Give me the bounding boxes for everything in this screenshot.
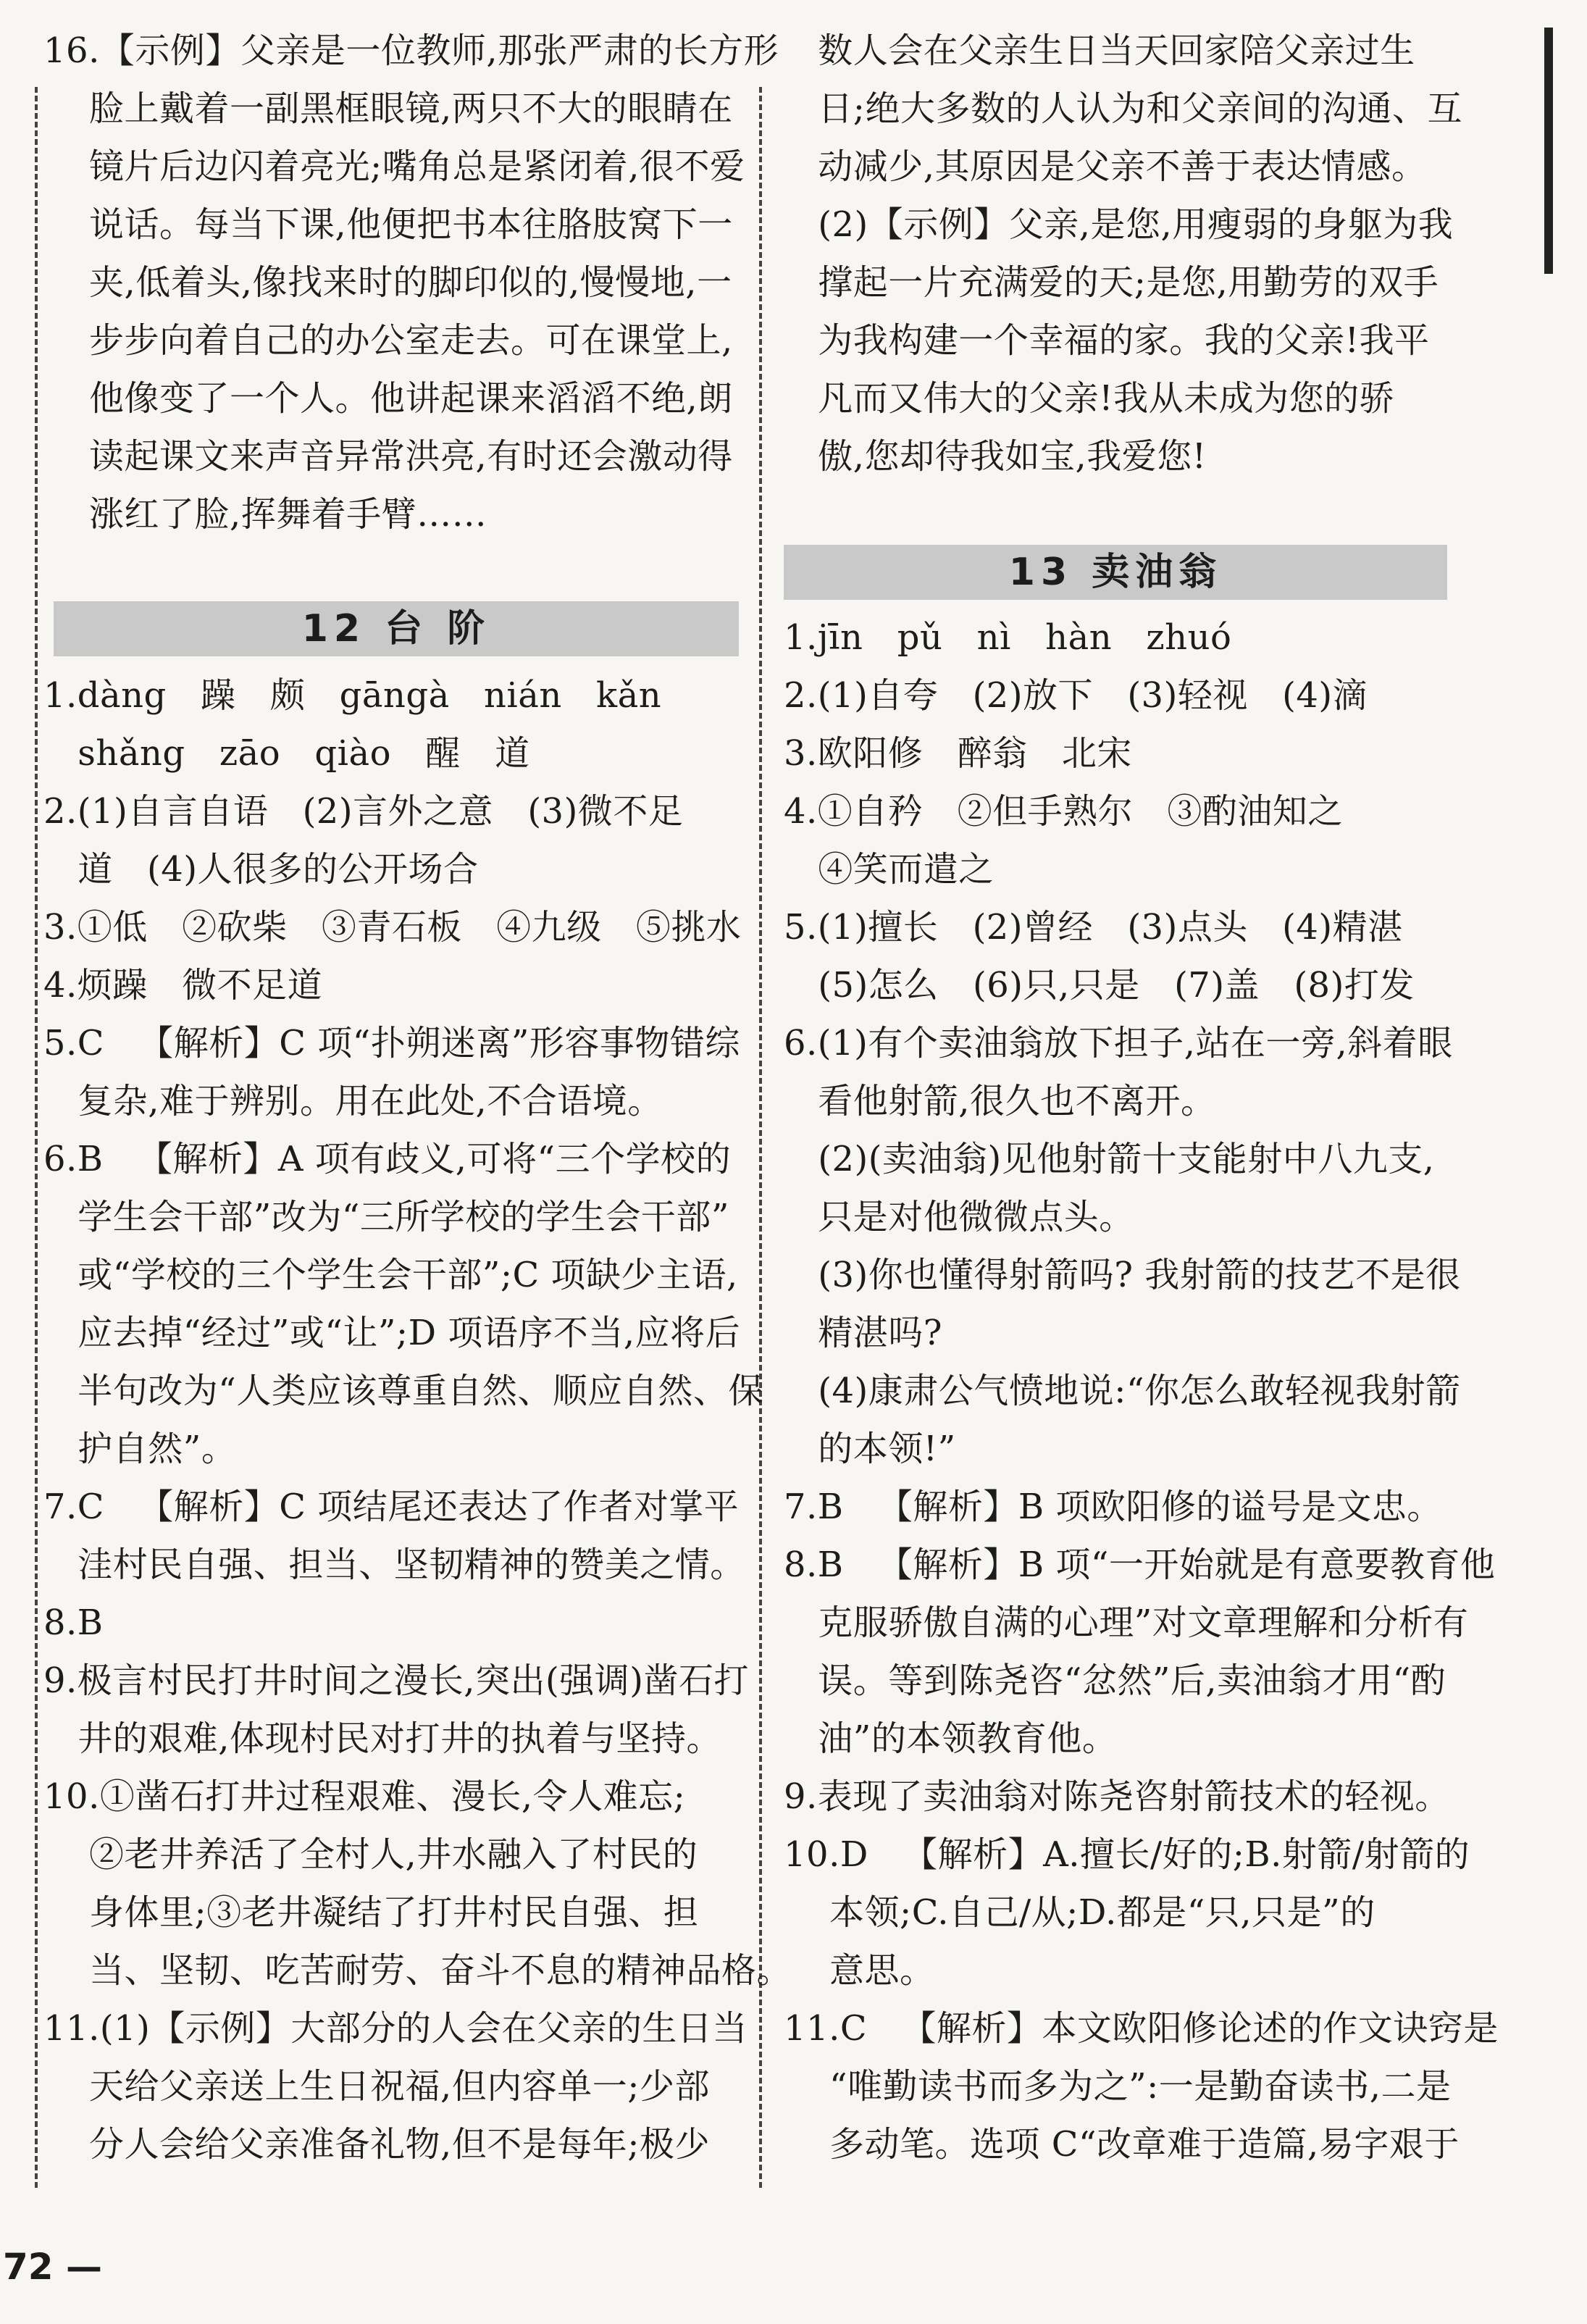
text-line: 11.(1)【示例】大部分的人会在父亲的生日当 <box>43 2008 748 2049</box>
text-line: 1.jīn pǔ nì hàn zhuó <box>784 617 1232 658</box>
text-line: 洼村民自强、担当、坚韧精神的赞美之情。 <box>43 1545 745 1585</box>
text-line: 油”的本领教育他。 <box>784 1718 1118 1759</box>
text-line: 9.表现了卖油翁对陈尧咨射箭技术的轻视。 <box>784 1776 1450 1817</box>
text-line: 读起课文来声音异常洪亮,有时还会激动得 <box>43 436 733 477</box>
section-title-13: 13 卖油翁 <box>784 545 1447 600</box>
text-line: 2.(1)自夸 (2)放下 (3)轻视 (4)滴 <box>784 675 1368 716</box>
text-line: 身体里;③老井凝结了打井村民自强、担 <box>43 1892 699 1933</box>
text-line: 6.(1)有个卖油翁放下担子,站在一旁,斜着眼 <box>784 1023 1453 1063</box>
text-line: 撑起一片充满爱的天;是您,用勤劳的双手 <box>784 262 1439 303</box>
left-margin-divider <box>35 87 38 2188</box>
text-line: 傲,您却待我如宝,我爱您! <box>784 436 1207 477</box>
text-line: 5.C 【解析】C 项“扑朔迷离”形容事物错综 <box>43 1023 740 1063</box>
text-line: 7.B 【解析】B 项欧阳修的谥号是文忠。 <box>784 1487 1442 1527</box>
text-line: ④笑而遣之 <box>784 849 994 890</box>
column-divider <box>759 87 762 2188</box>
text-line: (3)你也懂得射箭吗? 我射箭的技艺不是很 <box>784 1255 1461 1295</box>
text-line: 说话。每当下课,他便把书本往胳肢窝下一 <box>43 204 733 245</box>
text-line: 3.欧阳修 醉翁 北宋 <box>784 733 1132 774</box>
page-number: 72 — <box>3 2246 102 2288</box>
text-line: 当、坚韧、吃苦耐劳、奋斗不息的精神品格。 <box>43 1950 792 1991</box>
text-line: 步步向着自己的办公室走去。可在课堂上, <box>43 320 733 361</box>
text-line: 复杂,难于辨别。用在此处,不合语境。 <box>43 1081 663 1121</box>
text-line: 6.B 【解析】A 项有歧义,可将“三个学校的 <box>43 1139 732 1179</box>
text-line: 的本领!” <box>784 1429 956 1469</box>
text-line: 道 (4)人很多的公开场合 <box>43 849 479 890</box>
text-line: (4)康肃公气愤地说:“你怎么敢轻视我射箭 <box>784 1371 1461 1411</box>
text-line: 涨红了脸,挥舞着手臂…… <box>43 494 487 535</box>
text-line: ②老井养活了全村人,井水融入了村民的 <box>43 1834 698 1875</box>
text-line: (2)【示例】父亲,是您,用瘦弱的身躯为我 <box>784 204 1454 245</box>
text-line: 或“学校的三个学生会干部”;C 项缺少主语, <box>43 1255 738 1295</box>
text-line: 数人会在父亲生日当天回家陪父亲过生 <box>784 30 1415 71</box>
text-line: 4.烦躁 微不足道 <box>43 965 323 1006</box>
text-line: 10.①凿石打井过程艰难、漫长,令人难忘; <box>43 1776 686 1817</box>
text-line: 井的艰难,体现村民对打井的执着与坚持。 <box>43 1718 722 1759</box>
text-line: 动减少,其原因是父亲不善于表达情感。 <box>784 146 1427 187</box>
text-line: 日;绝大多数的人认为和父亲间的沟通、互 <box>784 88 1462 129</box>
text-line: 夹,低着头,像找来时的脚印似的,慢慢地,一 <box>43 262 732 303</box>
text-line: shǎng zāo qiào 醒 道 <box>43 733 530 774</box>
section-title-12: 12 台 阶 <box>54 601 739 656</box>
text-line: 4.①自矜 ②但手熟尔 ③酌油知之 <box>784 791 1343 832</box>
text-line: 10.D 【解析】A.擅长/好的;B.射箭/射箭的 <box>784 1834 1470 1875</box>
text-line: 为我构建一个幸福的家。我的父亲!我平 <box>784 320 1430 361</box>
text-line: (2)(卖油翁)见他射箭十支能射中八九支, <box>784 1139 1435 1179</box>
text-line: 1.dàng 躁 颇 gāngà nián kǎn <box>43 675 662 716</box>
text-line: 克服骄傲自满的心理”对文章理解和分析有 <box>784 1602 1469 1643</box>
text-line: 天给父亲送上生日祝福,但内容单一;少部 <box>43 2066 710 2107</box>
text-line: 7.C 【解析】C 项结尾还表达了作者对掌平 <box>43 1487 740 1527</box>
text-line: 误。等到陈尧咨“忿然”后,卖油翁才用“酌 <box>784 1660 1446 1701</box>
text-line: 应去掉“经过”或“让”;D 项语序不当,应将后 <box>43 1313 741 1353</box>
text-line: 5.(1)擅长 (2)曾经 (3)点头 (4)精湛 <box>784 907 1403 948</box>
text-line: 2.(1)自言自语 (2)言外之意 (3)微不足 <box>43 791 684 832</box>
text-line: 看他射箭,很久也不离开。 <box>784 1081 1216 1121</box>
text-line: 护自然”。 <box>43 1429 237 1469</box>
text-line: 只是对他微微点头。 <box>784 1197 1134 1237</box>
text-line: 11.C 【解析】本文欧阳修论述的作文诀窍是 <box>784 2008 1499 2049</box>
text-line: 分人会给父亲准备礼物,但不是每年;极少 <box>43 2124 710 2165</box>
text-line: 本领;C.自己/从;D.都是“只,只是”的 <box>784 1892 1375 1933</box>
text-line: 镜片后边闪着亮光;嘴角总是紧闭着,很不爱 <box>43 146 745 187</box>
text-line: 学生会干部”改为“三所学校的学生会干部” <box>43 1197 729 1237</box>
text-line: 精湛吗? <box>784 1313 943 1353</box>
text-line: 半句改为“人类应该尊重自然、顺应自然、保 <box>43 1371 763 1411</box>
text-line: (5)怎么 (6)只,只是 (7)盖 (8)打发 <box>784 965 1415 1006</box>
text-line: 凡而又伟大的父亲!我从未成为您的骄 <box>784 378 1395 419</box>
corner-bar <box>1544 28 1553 274</box>
text-line: 8.B 【解析】B 项“一开始就是有意要教育他 <box>784 1545 1496 1585</box>
text-line: 3.①低 ②砍柴 ③青石板 ④九级 ⑤挑水 <box>43 907 742 948</box>
text-line: 多动笔。选项 C“改章难于造篇,易字艰于 <box>784 2124 1460 2165</box>
text-line: 他像变了一个人。他讲起课来滔滔不绝,朗 <box>43 378 733 419</box>
text-line: 意思。 <box>784 1950 935 1991</box>
text-line: 9.极言村民打井时间之漫长,突出(强调)凿石打 <box>43 1660 750 1701</box>
text-line: “唯勤读书而多为之”:一是勤奋读书,二是 <box>784 2066 1452 2107</box>
text-line: 脸上戴着一副黑框眼镜,两只不大的眼睛在 <box>43 88 733 129</box>
text-line: 16.【示例】父亲是一位教师,那张严肃的长方形 <box>43 30 779 71</box>
text-line: 8.B <box>43 1602 104 1643</box>
